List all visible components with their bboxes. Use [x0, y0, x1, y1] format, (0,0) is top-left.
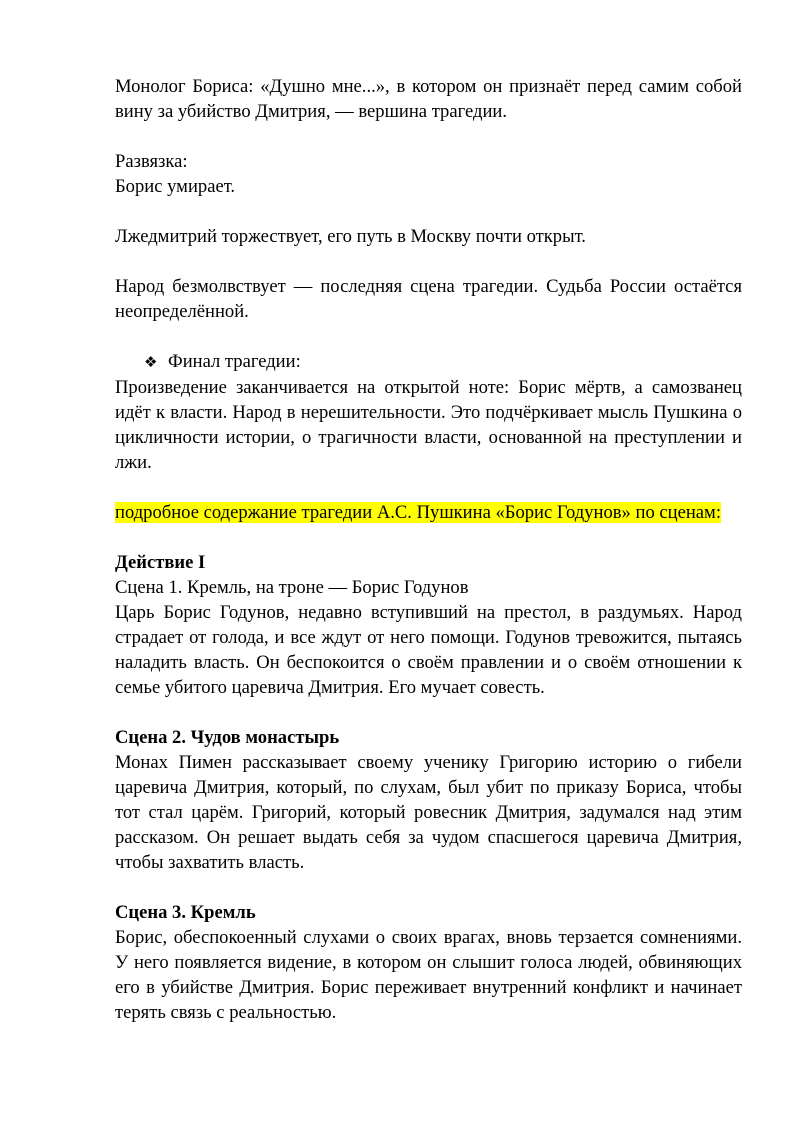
final-bullet-item: [115, 349, 742, 375]
boris-dies-paragraph: Борис умирает.: [115, 176, 236, 197]
scene3-paragraph: Борис, обеспокоенный слухами о своих врагах, вновь терзается сомнениями. У него появляется видение, в котором он слышит голоса людей, обвиняющих его в убийстве Дмитрия. Борис переживает внутренний конфликт и начинает терять связь с реальностью.: [115, 927, 742, 1023]
document-body: [115, 74, 742, 1025]
blank-line: [115, 249, 742, 274]
diamond-bullet-icon: ❖: [144, 353, 158, 371]
blank-line: [115, 875, 742, 900]
blank-line: [115, 475, 742, 500]
scene1-title: Сцена 1. Кремль, на троне — Борис Годунов: [115, 577, 469, 598]
blank-line: [115, 324, 742, 349]
highlighted-heading: подробное содержание трагедии А.С. Пушкина «Борис Годунов» по сценам:: [115, 502, 721, 523]
blank-line: [115, 124, 742, 149]
final-heading: Финал трагедии:: [168, 351, 301, 372]
scene3-title: Сцена 3. Кремль: [115, 902, 256, 923]
scene1-paragraph: Царь Борис Годунов, недавно вступивший на престол, в раздумьях. Народ страдает от голода, и все ждут от него помощи. Годунов тревожится, пытаясь наладить власть. Он беспокоится о своём правлении и о своём отношении к семье убитого царевича Дмитрия. Его мучает совесть.: [115, 602, 742, 698]
blank-line: [115, 525, 742, 550]
highlighted-heading-line: [115, 500, 742, 525]
act1-heading: Действие I: [115, 552, 206, 573]
denouement-label: Развязка:: [115, 151, 188, 172]
final-paragraph: Произведение заканчивается на открытой ноте: Борис мёртв, а самозванец идёт к власти. Народ в нерешительности. Это подчёркивает мысль Пушкина о цикличности истории, о трагичности власти, основанной на преступлении и лжи.: [115, 377, 742, 473]
blank-line: [115, 199, 742, 224]
false-dmitry-paragraph: Лжедмитрий торжествует, его путь в Москву почти открыт.: [115, 226, 586, 247]
people-silent-paragraph: Народ безмолвствует — последняя сцена трагедии. Судьба России остаётся неопределённой.: [115, 276, 742, 322]
scene2-title: Сцена 2. Чудов монастырь: [115, 727, 340, 748]
blank-line: [115, 700, 742, 725]
monologue-paragraph: Монолог Бориса: «Душно мне...», в котором он признаёт перед самим собой вину за убийство Дмитрия, — вершина трагедии.: [115, 76, 742, 122]
scene2-paragraph: Монах Пимен рассказывает своему ученику Григорию историю о гибели царевича Дмитрия, который, по слухам, был убит по приказу Бориса, чтобы тот стал царём. Григорий, который ровесник Дмитрия, задумался над этим рассказом. Он решает выдать себя за чудом спасшегося царевича Дмитрия, чтобы захватить власть.: [115, 752, 742, 873]
